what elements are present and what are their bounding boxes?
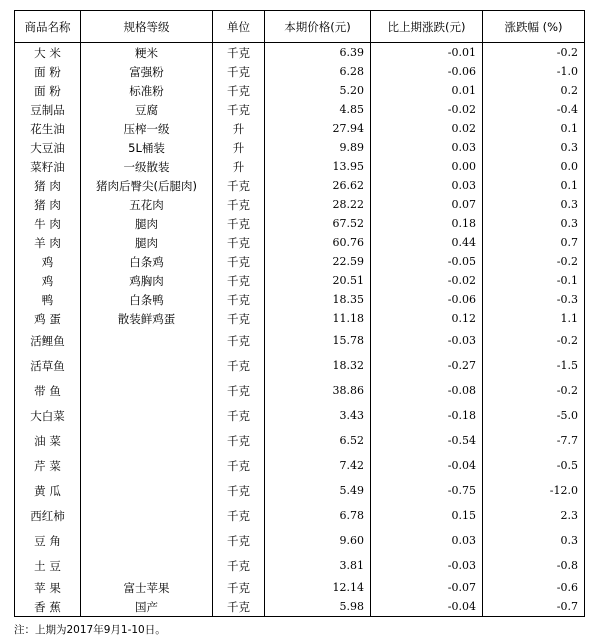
unit-cell: 千克 — [213, 453, 265, 478]
change-amount-cell: -0.03 — [371, 553, 483, 578]
change-percent-cell: 0.0 — [483, 157, 585, 176]
product-name-cell: 活鲤鱼 — [15, 328, 81, 353]
table-row — [15, 353, 585, 378]
change-amount-cell: -0.04 — [371, 453, 483, 478]
unit-cell: 千克 — [213, 62, 265, 81]
table-row — [15, 453, 585, 478]
change-amount-cell: 0.03 — [371, 176, 483, 195]
current-price-cell: 9.89 — [265, 138, 371, 157]
spec-grade-cell: 五花肉 — [81, 195, 213, 214]
unit-cell: 升 — [213, 138, 265, 157]
current-price-cell: 18.32 — [265, 353, 371, 378]
header-change-amount: 比上期涨跌(元) — [371, 11, 483, 43]
table-row — [15, 553, 585, 578]
spec-grade-cell — [81, 403, 213, 428]
unit-cell: 千克 — [213, 271, 265, 290]
current-price-cell: 15.78 — [265, 328, 371, 353]
change-percent-cell: -5.0 — [483, 403, 585, 428]
change-percent-cell: 0.3 — [483, 138, 585, 157]
current-price-cell: 6.78 — [265, 503, 371, 528]
change-amount-cell: -0.04 — [371, 597, 483, 617]
header-change-percent: 涨跌幅 (%) — [483, 11, 585, 43]
current-price-cell: 4.85 — [265, 100, 371, 119]
product-name-cell: 土 豆 — [15, 553, 81, 578]
change-amount-cell: -0.07 — [371, 578, 483, 597]
change-percent-cell: -1.0 — [483, 62, 585, 81]
current-price-cell: 5.49 — [265, 478, 371, 503]
change-percent-cell: 0.3 — [483, 214, 585, 233]
table-row — [15, 214, 585, 233]
spec-grade-cell: 压榨一级 — [81, 119, 213, 138]
change-percent-cell: 1.1 — [483, 309, 585, 328]
header-spec-grade: 规格等级 — [81, 11, 213, 43]
table-row — [15, 157, 585, 176]
table-row — [15, 195, 585, 214]
table-row — [15, 62, 585, 81]
unit-cell: 千克 — [213, 553, 265, 578]
unit-cell: 千克 — [213, 252, 265, 271]
change-percent-cell: -7.7 — [483, 428, 585, 453]
change-amount-cell: 0.07 — [371, 195, 483, 214]
table-row — [15, 290, 585, 309]
product-name-cell: 鸭 — [15, 290, 81, 309]
product-name-cell: 花生油 — [15, 119, 81, 138]
current-price-cell: 7.42 — [265, 453, 371, 478]
unit-cell: 千克 — [213, 428, 265, 453]
change-amount-cell: -0.06 — [371, 62, 483, 81]
current-price-cell: 28.22 — [265, 195, 371, 214]
spec-grade-cell: 富士苹果 — [81, 578, 213, 597]
change-percent-cell: 0.3 — [483, 195, 585, 214]
change-percent-cell: 0.1 — [483, 119, 585, 138]
unit-cell: 升 — [213, 119, 265, 138]
product-name-cell: 羊 肉 — [15, 233, 81, 252]
spec-grade-cell: 豆腐 — [81, 100, 213, 119]
product-name-cell: 豆制品 — [15, 100, 81, 119]
change-amount-cell: -0.08 — [371, 378, 483, 403]
change-amount-cell: -0.06 — [371, 290, 483, 309]
unit-cell: 千克 — [213, 503, 265, 528]
spec-grade-cell: 国产 — [81, 597, 213, 617]
product-name-cell: 香 蕉 — [15, 597, 81, 617]
change-amount-cell: -0.01 — [371, 43, 483, 63]
spec-grade-cell: 散装鲜鸡蛋 — [81, 309, 213, 328]
table-row — [15, 503, 585, 528]
product-name-cell: 鸡 蛋 — [15, 309, 81, 328]
spec-grade-cell: 腿肉 — [81, 214, 213, 233]
spec-grade-cell: 白条鸡 — [81, 252, 213, 271]
unit-cell: 千克 — [213, 233, 265, 252]
unit-cell: 千克 — [213, 328, 265, 353]
table-row — [15, 528, 585, 553]
product-name-cell: 面 粉 — [15, 62, 81, 81]
product-name-cell: 大 米 — [15, 43, 81, 63]
product-name-cell: 菜籽油 — [15, 157, 81, 176]
footnote: 注：上期为2017年9月1-10日。 — [14, 624, 166, 636]
product-name-cell: 油 菜 — [15, 428, 81, 453]
current-price-cell: 67.52 — [265, 214, 371, 233]
spec-grade-cell: 猪肉后臀尖(后腿肉) — [81, 176, 213, 195]
change-amount-cell: -0.75 — [371, 478, 483, 503]
unit-cell: 千克 — [213, 578, 265, 597]
table-row — [15, 43, 585, 63]
product-name-cell: 苹 果 — [15, 578, 81, 597]
spec-grade-cell: 5L桶装 — [81, 138, 213, 157]
change-amount-cell: -0.03 — [371, 328, 483, 353]
spec-grade-cell: 鸡胸肉 — [81, 271, 213, 290]
current-price-cell: 13.95 — [265, 157, 371, 176]
change-percent-cell: -0.6 — [483, 578, 585, 597]
table-row — [15, 119, 585, 138]
spec-grade-cell — [81, 328, 213, 353]
spec-grade-cell — [81, 478, 213, 503]
spec-grade-cell — [81, 503, 213, 528]
change-amount-cell: 0.00 — [371, 157, 483, 176]
table-row — [15, 233, 585, 252]
product-name-cell: 活草鱼 — [15, 353, 81, 378]
change-amount-cell: 0.15 — [371, 503, 483, 528]
change-percent-cell: -0.1 — [483, 271, 585, 290]
table-row — [15, 252, 585, 271]
change-percent-cell: -0.2 — [483, 252, 585, 271]
table-row — [15, 403, 585, 428]
unit-cell: 千克 — [213, 214, 265, 233]
product-name-cell: 猪 肉 — [15, 195, 81, 214]
change-percent-cell: 2.3 — [483, 503, 585, 528]
unit-cell: 千克 — [213, 81, 265, 100]
spec-grade-cell — [81, 453, 213, 478]
current-price-cell: 3.81 — [265, 553, 371, 578]
spec-grade-cell: 一级散装 — [81, 157, 213, 176]
change-amount-cell: -0.18 — [371, 403, 483, 428]
current-price-cell: 20.51 — [265, 271, 371, 290]
table-row — [15, 100, 585, 119]
change-amount-cell: -0.02 — [371, 271, 483, 290]
table-row — [15, 81, 585, 100]
change-percent-cell: 0.3 — [483, 528, 585, 553]
product-name-cell: 鸡 — [15, 252, 81, 271]
change-percent-cell: 0.2 — [483, 81, 585, 100]
spec-grade-cell — [81, 353, 213, 378]
unit-cell: 千克 — [213, 353, 265, 378]
change-percent-cell: -0.4 — [483, 100, 585, 119]
unit-cell: 千克 — [213, 378, 265, 403]
unit-cell: 千克 — [213, 597, 265, 617]
change-amount-cell: -0.54 — [371, 428, 483, 453]
current-price-cell: 12.14 — [265, 578, 371, 597]
current-price-cell: 6.39 — [265, 43, 371, 63]
change-amount-cell: -0.05 — [371, 252, 483, 271]
change-percent-cell: -0.2 — [483, 43, 585, 63]
spec-grade-cell: 标准粉 — [81, 81, 213, 100]
table-header-row — [15, 11, 585, 43]
spec-grade-cell — [81, 428, 213, 453]
product-name-cell: 大白菜 — [15, 403, 81, 428]
unit-cell: 千克 — [213, 176, 265, 195]
change-amount-cell: 0.44 — [371, 233, 483, 252]
spec-grade-cell — [81, 378, 213, 403]
header-product-name: 商品名称 — [15, 11, 81, 43]
table-row — [15, 597, 585, 617]
product-name-cell: 豆 角 — [15, 528, 81, 553]
table-row — [15, 578, 585, 597]
current-price-cell: 6.52 — [265, 428, 371, 453]
table-row — [15, 271, 585, 290]
change-percent-cell: 0.1 — [483, 176, 585, 195]
change-percent-cell: -1.5 — [483, 353, 585, 378]
header-unit: 单位 — [213, 11, 265, 43]
product-name-cell: 芹 菜 — [15, 453, 81, 478]
current-price-cell: 60.76 — [265, 233, 371, 252]
unit-cell: 千克 — [213, 309, 265, 328]
change-percent-cell: -0.2 — [483, 378, 585, 403]
table-body — [15, 43, 585, 617]
header-current-price: 本期价格(元) — [265, 11, 371, 43]
change-amount-cell: 0.18 — [371, 214, 483, 233]
table-row — [15, 176, 585, 195]
product-name-cell: 黄 瓜 — [15, 478, 81, 503]
current-price-cell: 11.18 — [265, 309, 371, 328]
change-percent-cell: -0.8 — [483, 553, 585, 578]
current-price-cell: 18.35 — [265, 290, 371, 309]
unit-cell: 升 — [213, 157, 265, 176]
change-amount-cell: 0.03 — [371, 528, 483, 553]
current-price-cell: 38.86 — [265, 378, 371, 403]
unit-cell: 千克 — [213, 43, 265, 63]
change-amount-cell: 0.01 — [371, 81, 483, 100]
unit-cell: 千克 — [213, 403, 265, 428]
product-name-cell: 猪 肉 — [15, 176, 81, 195]
change-amount-cell: 0.03 — [371, 138, 483, 157]
table-row — [15, 138, 585, 157]
current-price-cell: 27.94 — [265, 119, 371, 138]
current-price-cell: 5.98 — [265, 597, 371, 617]
unit-cell: 千克 — [213, 290, 265, 309]
change-percent-cell: 0.7 — [483, 233, 585, 252]
product-name-cell: 牛 肉 — [15, 214, 81, 233]
table-row — [15, 478, 585, 503]
product-name-cell: 带 鱼 — [15, 378, 81, 403]
unit-cell: 千克 — [213, 528, 265, 553]
change-percent-cell: -0.2 — [483, 328, 585, 353]
change-percent-cell: -0.5 — [483, 453, 585, 478]
spec-grade-cell — [81, 553, 213, 578]
table-row — [15, 378, 585, 403]
unit-cell: 千克 — [213, 100, 265, 119]
product-name-cell: 鸡 — [15, 271, 81, 290]
change-percent-cell: -12.0 — [483, 478, 585, 503]
spec-grade-cell: 腿肉 — [81, 233, 213, 252]
current-price-cell: 9.60 — [265, 528, 371, 553]
current-price-cell: 3.43 — [265, 403, 371, 428]
price-table — [14, 10, 585, 617]
unit-cell: 千克 — [213, 195, 265, 214]
product-name-cell: 大豆油 — [15, 138, 81, 157]
spec-grade-cell: 白条鸭 — [81, 290, 213, 309]
change-amount-cell: 0.12 — [371, 309, 483, 328]
change-percent-cell: -0.3 — [483, 290, 585, 309]
table-row — [15, 428, 585, 453]
current-price-cell: 6.28 — [265, 62, 371, 81]
product-name-cell: 面 粉 — [15, 81, 81, 100]
change-percent-cell: -0.7 — [483, 597, 585, 617]
table-row — [15, 328, 585, 353]
product-name-cell: 西红柿 — [15, 503, 81, 528]
unit-cell: 千克 — [213, 478, 265, 503]
current-price-cell: 5.20 — [265, 81, 371, 100]
change-amount-cell: 0.02 — [371, 119, 483, 138]
change-amount-cell: -0.02 — [371, 100, 483, 119]
table-row — [15, 309, 585, 328]
change-amount-cell: -0.27 — [371, 353, 483, 378]
spec-grade-cell — [81, 528, 213, 553]
spec-grade-cell: 富强粉 — [81, 62, 213, 81]
spec-grade-cell: 粳米 — [81, 43, 213, 63]
current-price-cell: 22.59 — [265, 252, 371, 271]
current-price-cell: 26.62 — [265, 176, 371, 195]
